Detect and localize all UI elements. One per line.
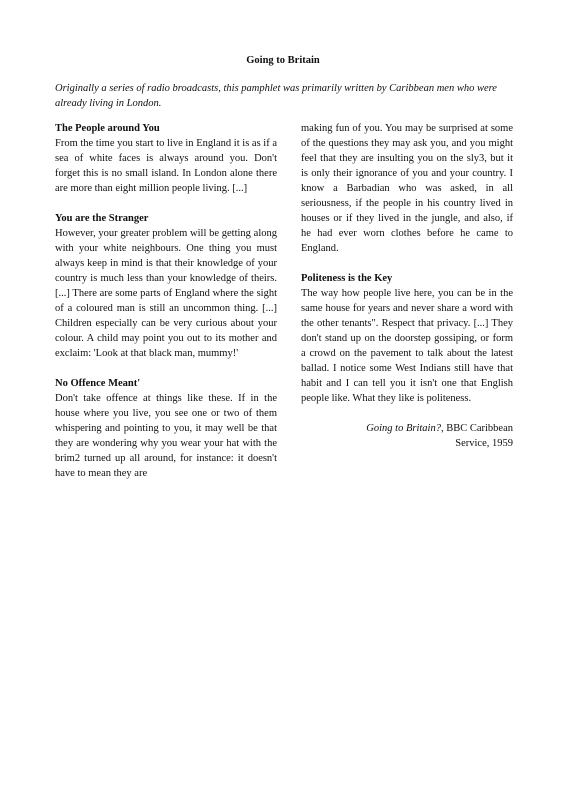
section-no-offence-meant-continued <box>301 121 513 256</box>
section-body-continuation: making fun of you. You may be surprised at some of the questions they may ask you, and you might feel that they are insulting you on the sly3, but it is only their ignorance of you and your country. I know a Barbadian who was asked, in all seriousness, if the people in his country lived in houses or if they lived in the jungle, and also, if he had ever worn clothes before he came to England. <box>301 123 513 254</box>
section-heading: Politeness is the Key <box>301 273 393 284</box>
page-title: Going to Britain <box>246 55 320 66</box>
intro-text: Originally a series of radio broadcasts, this pamphlet was primarily written by Caribbean men who were already living in London. <box>55 83 497 109</box>
section-politeness-is-the-key <box>301 271 513 406</box>
section-body: From the time you start to live in England it is as if a sea of white faces is always around you. Don't forget this is no small island. In London alone there are more than eight million people living. [...] <box>55 138 277 194</box>
source-work-title: Going to Britain? <box>366 423 441 434</box>
section-body: Don't take offence at things like these. If in the house where you live, you see one or two of them whispering and pointing to you, it may well be that they are wondering why you wear your hat with the brim2 turned up all around, for instance: it doesn't have to mean they are <box>55 393 277 479</box>
left-column <box>55 121 277 496</box>
source-year: Service, 1959 <box>455 438 513 449</box>
source-citation <box>301 421 513 451</box>
section-body: However, your greater problem will be getting along with your white neighbours. One thing you must always keep in mind is that their knowledge of your country is much less than your knowledge of theirs. [...] There are some parts of England where the sight of a coloured man is still an uncommon thing. [...] Children especially can be very curious about your colour. A child may point you out to its mother and exclaim: 'Look at that black man, mummy!' <box>55 228 277 359</box>
section-body: The way how people live here, you can be in the same house for years and never share a word with the other tenants". Respect that privacy. [...] They don't stand up on the doorstep gossiping, or form a crowd on the pavement to talk about the latest ballad. I notice some West Indians still have that habit and I can tell you it isn't one that English people like. What they like is politeness. <box>301 288 513 404</box>
right-column <box>301 121 513 451</box>
section-people-around-you <box>55 121 277 196</box>
section-heading: The People around You <box>55 123 160 134</box>
section-you-are-the-stranger <box>55 211 277 361</box>
section-heading: You are the Stranger <box>55 213 149 224</box>
source-publisher: , BBC Caribbean <box>440 423 513 434</box>
section-heading: No Offence Meant' <box>55 378 141 389</box>
section-no-offence-meant <box>55 376 277 481</box>
